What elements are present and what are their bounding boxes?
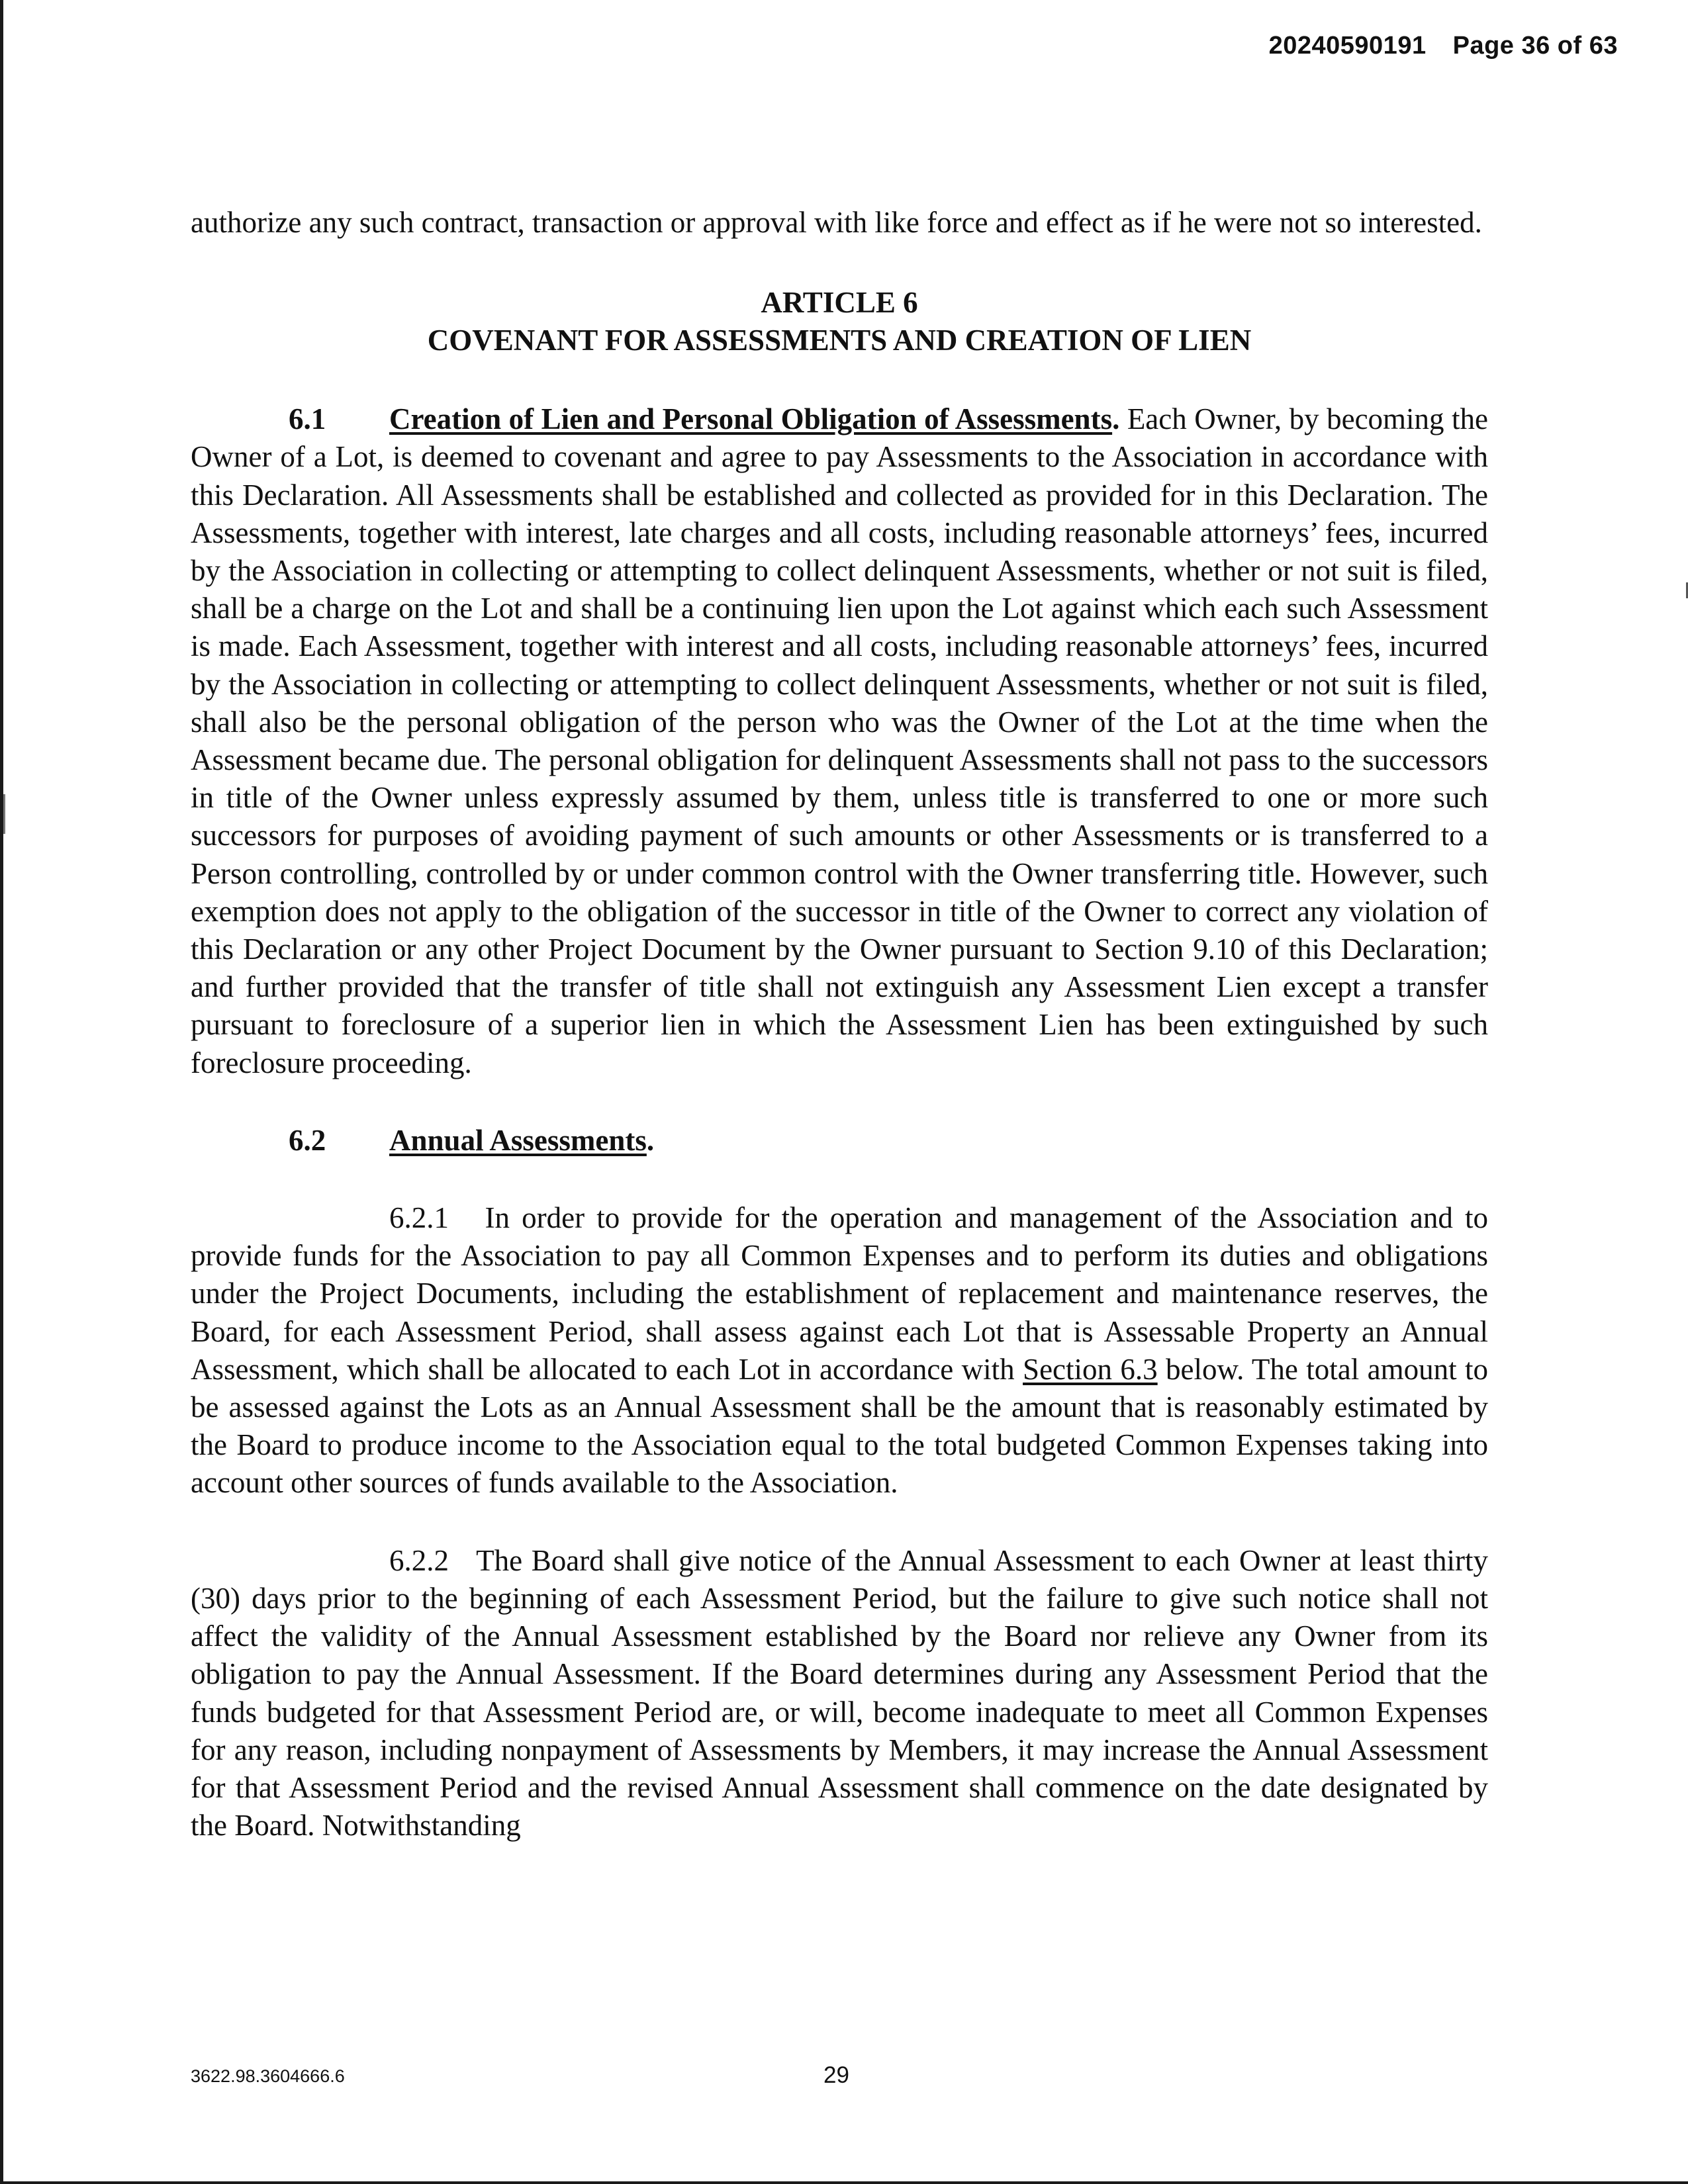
subsection-6-2-1-text-end: below. The total amount to be assessed against the Lots as an Annual Assessment shall be the amount that is reasonably estimated by the Board to produce income to the Association equal to the total budgeted Common Expenses taking into account other sources of funds available to the Association. [191,1352,1488,1500]
subsection-6-2-2-number: 6.2.2 [389,1543,449,1577]
section-6-2-title-period: . [646,1123,655,1157]
article-number: ARTICLE 6 [761,286,918,320]
page-bottom-border [0,2181,1688,2184]
section-6-1-title-period: . [1112,402,1120,436]
subsection-6-2-2-paragraph [191,1542,1488,1845]
section-6-2-heading [191,1122,1488,1160]
document-number: 20240590191 [1268,32,1427,60]
section-6-2-title: Annual Assessments [389,1123,647,1157]
section-6-2-number: 6.2 [289,1123,326,1157]
continuation-paragraph: authorize any such contract, transaction or approval with like force and effect as if he were not so interested. [191,206,1482,239]
subsection-6-2-1-number: 6.2.1 [389,1201,449,1235]
article-heading [191,284,1488,359]
subsection-6-2-1-paragraph [191,1199,1488,1502]
scan-edge-mark-left [3,794,5,834]
section-6-1-text: Each Owner, by becoming the Owner of a Lot, is deemed to covenant and agree to pay Assessments to the Association in accordance with this Declaration. All Assessments shall be established and collected as provided for in this Declaration. The Assessments, together with interest, late charges and all costs, including reasonable attorneys’ fees, incurred by the Association in collecting or attempting to collect delinquent Assessments, whether or not suit is filed, shall be a charge on the Lot and shall be a continuing lien upon the Lot against which each such Assessment is made. Each Assessment, together with interest and all costs, including reasonable attorneys’ fees, incurred by the Association in collecting or attempting to collect delinquent Assessments, whether or not suit is filed, shall also be the personal obligation of the person who was the Owner of the Lot at the time when the Assessment became due. The personal obligation for delinquent Assessments shall not pass to the successors in title of the Owner unless expressly assumed by them, unless title is transferred to one or more such successors for purposes of avoiding payment of such amounts or other Assessments or is transferred to a Person controlling, controlled by or under common control with the Owner transferring title. However, such exemption does not apply to the obligation of the successor in title of the Owner to correct any violation of this Declaration or any other Project Document by the Owner pursuant to Section 9.10 of this Declaration; and further provided that the transfer of title shall not extinguish any Assessment Lien except a transfer pursuant to foreclosure of a superior lien in which the Assessment Lien has been extinguished by such foreclosure proceeding. [191,402,1489,1079]
footer-page-number: 29 [823,2062,849,2088]
recording-stamp [1269,32,1618,60]
subsection-6-2-1-text: In order to provide for the operation and management of the Association and to provide funds for the Association to pay all Common Expenses and to perform its duties and obligations under the Project Documents, including the establishment of replacement and maintenance reserves, the Board, for each Assessment Period, shall assess against each Lot that is Assessable Property an Annual Assessment, which shall be allocated to each Lot in accordance with [191,1201,1489,1386]
section-6-3-reference: Section 6.3 [1023,1352,1158,1386]
page-left-border [0,0,3,2184]
page-indicator: Page 36 of 63 [1452,32,1618,60]
section-6-1-number: 6.1 [289,402,326,436]
section-6-1-paragraph [191,400,1488,1082]
article-title: COVENANT FOR ASSESSMENTS AND CREATION OF LIEN [427,324,1252,357]
section-6-1-title: Creation of Lien and Personal Obligation of Assessments [389,402,1113,436]
document-body [191,204,1488,1844]
subsection-6-2-2-text: The Board shall give notice of the Annual Assessment to each Owner at least thirty (30) days prior to the beginning of each Assessment Period, but the failure to give such notice shall not affect the validity of the Annual Assessment established by the Board nor relieve any Owner from its obligation to pay the Annual Assessment. If the Board determines during any Assessment Period that the funds budgeted for that Assessment Period are, or will, become inadequate to meet all Common Expenses for any reason, including nonpayment of Assessments by Members, it may increase the Annual Assessment for that Assessment Period and the revised Annual Assessment shall commence on the date designated by the Board. Notwithstanding [191,1543,1489,1843]
footer-document-id: 3622.98.3604666.6 [191,2066,345,2086]
